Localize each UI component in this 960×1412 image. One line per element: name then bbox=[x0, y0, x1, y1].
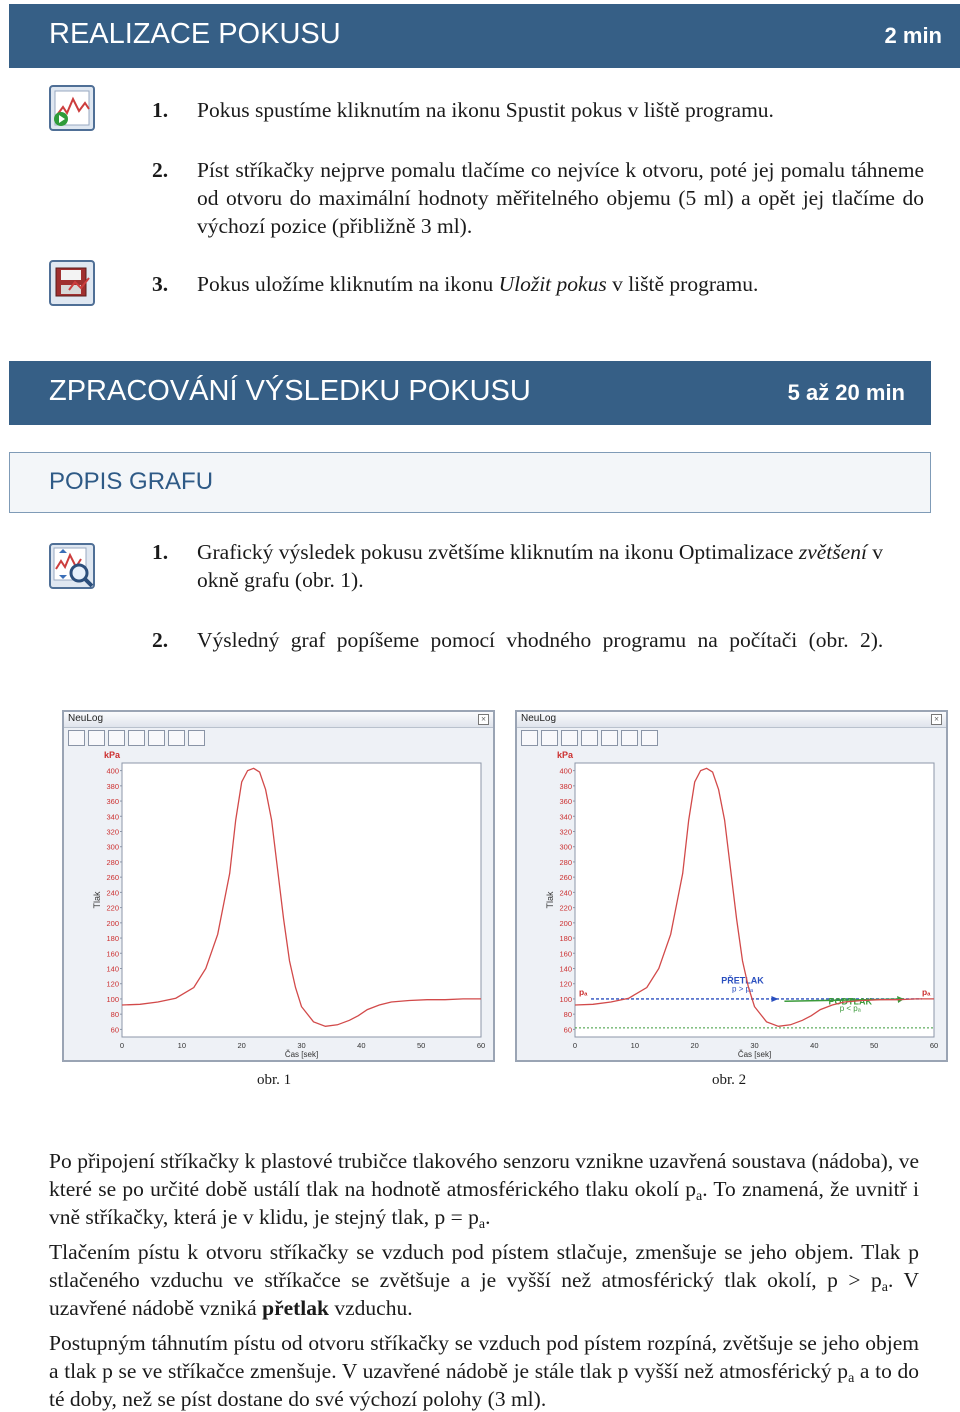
x-tick-label: 0 bbox=[119, 1041, 125, 1050]
section-banner-zpracovani bbox=[9, 361, 931, 425]
paragraph-1: Po připojení stříkačky k plastové trubičce tlakového senzoru vznikne uzavřená soustava (nádoba), ve které se po určité době ustálí tlak na hodnotě atmosférického tlaku okolí $p_a$. To znamená, že uvnitř i vně stříkačky, která je v klidu, je stejný tlak, $p = p_a$. bbox=[49, 1149, 919, 1232]
x-tick-label: 20 bbox=[237, 1041, 246, 1050]
run-experiment-icon bbox=[49, 85, 95, 131]
plot-area bbox=[122, 763, 481, 1037]
x-tick-label: 60 bbox=[476, 1041, 486, 1050]
neulog-window-1 bbox=[62, 710, 495, 1062]
y-tick-label: 380 bbox=[559, 781, 572, 791]
y-tick-label: 220 bbox=[106, 903, 119, 913]
y-tick-label: 380 bbox=[106, 781, 119, 791]
close-icon[interactable]: × bbox=[478, 714, 489, 725]
zoom-optimize-tool-icon[interactable] bbox=[561, 730, 578, 746]
y-tick-label: 140 bbox=[559, 964, 572, 974]
y-tick-label: 200 bbox=[559, 918, 572, 928]
y-tick-label: 280 bbox=[106, 857, 119, 867]
x-tick-label: 50 bbox=[416, 1041, 426, 1050]
y-tick-label: 340 bbox=[559, 812, 572, 822]
ab-icon[interactable] bbox=[168, 730, 185, 746]
y-tick-label: 80 bbox=[110, 1010, 119, 1020]
save-experiment-icon bbox=[49, 260, 95, 306]
caption-1: obr. 1 bbox=[257, 1072, 292, 1088]
annotation-overpressure-sub: p > pₐ bbox=[732, 984, 754, 994]
subsection-bar bbox=[9, 452, 931, 513]
caption-2: obr. 2 bbox=[712, 1072, 747, 1088]
reference-label-right: pₐ bbox=[922, 986, 931, 997]
y-tick-label: 160 bbox=[559, 949, 572, 959]
window-title: NeuLog bbox=[521, 713, 557, 724]
y-axis-label: Tlak bbox=[92, 891, 102, 909]
y-tick-label: 140 bbox=[106, 964, 119, 974]
window-titlebar bbox=[517, 712, 946, 728]
neulog-window-2 bbox=[515, 710, 948, 1062]
reference-label-left: pₐ bbox=[579, 986, 588, 997]
curve-icon[interactable] bbox=[188, 730, 205, 746]
section-time: 5 až 20 min bbox=[787, 380, 905, 405]
y-tick-label: 160 bbox=[106, 949, 119, 959]
y-tick-label: 180 bbox=[106, 934, 119, 944]
zoom-icon[interactable] bbox=[521, 730, 538, 746]
y-tick-label: 360 bbox=[106, 797, 119, 807]
step-1-3: 3. Pokus uložíme kliknutím na ikonu Uložit pokus v liště programu. bbox=[152, 272, 759, 296]
y-tick-label: 300 bbox=[559, 842, 572, 852]
y-unit-label: kPa bbox=[556, 750, 573, 760]
zoom-icon[interactable] bbox=[68, 730, 85, 746]
section-banner-realizace bbox=[9, 4, 960, 68]
step-1-2: 2. Píst stříkačky nejprve pomalu tlačíme co nejvíce k otvoru, poté jej pomalu táhneme od otvoru do maximální hodnoty měřitelného objemu (5 ml) a opět jej tlačíme do výchozí pozice (přibližně 3 ml). bbox=[152, 158, 924, 238]
y-tick-label: 180 bbox=[559, 934, 572, 944]
x-axis-label: Čas [sek] bbox=[284, 1050, 319, 1059]
y-tick-label: 260 bbox=[106, 873, 119, 883]
window-titlebar bbox=[64, 712, 493, 728]
x-tick-label: 20 bbox=[690, 1041, 699, 1050]
ab-icon[interactable] bbox=[621, 730, 638, 746]
x-tick-label: 60 bbox=[929, 1041, 939, 1050]
y-unit-label: kPa bbox=[103, 750, 120, 760]
pressure-chart-1 bbox=[90, 749, 489, 1059]
close-icon[interactable]: × bbox=[931, 714, 942, 725]
y-tick-label: 100 bbox=[106, 994, 119, 1004]
search-icon[interactable] bbox=[88, 730, 105, 746]
pressure-chart-2 bbox=[543, 749, 942, 1059]
y-tick-label: 320 bbox=[106, 827, 119, 837]
step-1-1: 1. Pokus spustíme kliknutím na ikonu Spustit pokus v liště programu. bbox=[152, 98, 774, 122]
annotation-overpressure: PŘETLAK bbox=[721, 975, 764, 986]
step-2-2: 2. Výsledný graf popíšeme pomocí vhodného programu na počítači (obr. 2). bbox=[152, 628, 884, 652]
chart-settings-icon[interactable] bbox=[128, 730, 145, 746]
zoom-optimize-icon bbox=[49, 543, 95, 589]
section-time: 2 min bbox=[884, 23, 942, 48]
x-tick-label: 40 bbox=[810, 1041, 819, 1050]
y-tick-label: 240 bbox=[559, 888, 572, 898]
paragraph-2: Tlačením pístu k otvoru stříkačky se vzduch pod pístem stlačuje, zmenšuje se jeho objem. Tlak p stlačeného vzduchu ve stříkačce se zvětšuje a je vyšší než atmosférický tlak okolí, $p > p_a$. V uzavřené nádobě vzniká přetlak vzduchu. bbox=[49, 1240, 919, 1320]
y-tick-label: 320 bbox=[559, 827, 572, 837]
curve-icon[interactable] bbox=[641, 730, 658, 746]
x-tick-label: 50 bbox=[869, 1041, 879, 1050]
y-tick-label: 360 bbox=[559, 797, 572, 807]
y-tick-label: 300 bbox=[106, 842, 119, 852]
zoom-optimize-tool-icon[interactable] bbox=[108, 730, 125, 746]
y-tick-label: 400 bbox=[559, 766, 572, 776]
chart-settings-icon[interactable] bbox=[581, 730, 598, 746]
paragraph-3: Postupným táhnutím pístu od otvoru stříkačky se vzduch pod pístem rozpíná, zvětšuje se jeho objem a tlak p se ve stříkačce zmenšuje. V uzavřené nádobě je stále tlak p vyšší než atmosférický $p_a$ a to do té doby, než se píst dostane do své výchozí polohy (3 ml). bbox=[49, 1331, 919, 1411]
x-tick-label: 10 bbox=[177, 1041, 187, 1050]
y-tick-label: 100 bbox=[559, 994, 572, 1004]
y-tick-label: 220 bbox=[559, 903, 572, 913]
y-axis-label: Tlak bbox=[545, 891, 555, 909]
y-tick-label: 260 bbox=[559, 873, 572, 883]
y-tick-label: 280 bbox=[559, 857, 572, 867]
eye-icon[interactable] bbox=[148, 730, 165, 746]
y-tick-label: 120 bbox=[106, 979, 119, 989]
y-tick-label: 240 bbox=[106, 888, 119, 898]
x-axis-label: Čas [sek] bbox=[737, 1050, 772, 1059]
y-tick-label: 400 bbox=[106, 766, 119, 776]
plot-area bbox=[575, 763, 934, 1037]
annotation-underpressure: PODTLAK bbox=[828, 996, 872, 1007]
x-tick-label: 40 bbox=[357, 1041, 366, 1050]
y-tick-label: 60 bbox=[563, 1025, 572, 1035]
x-tick-label: 30 bbox=[750, 1041, 759, 1050]
y-tick-label: 60 bbox=[110, 1025, 119, 1035]
x-tick-label: 30 bbox=[297, 1041, 306, 1050]
y-tick-label: 80 bbox=[563, 1010, 572, 1020]
y-tick-label: 120 bbox=[559, 979, 572, 989]
annotation-underpressure-sub: p < pₐ bbox=[839, 1004, 861, 1014]
x-tick-label: 10 bbox=[630, 1041, 640, 1050]
search-icon[interactable] bbox=[541, 730, 558, 746]
subsection-title: POPIS GRAFU bbox=[49, 468, 214, 495]
step-2-1: 1. Grafický výsledek pokusu zvětšíme kliknutím na ikonu Optimalizace zvětšení v okně grafu (obr. 1). bbox=[152, 540, 884, 592]
section-title: REALIZACE POKUSU bbox=[49, 18, 341, 50]
y-tick-label: 340 bbox=[106, 812, 119, 822]
eye-icon[interactable] bbox=[601, 730, 618, 746]
y-tick-label: 200 bbox=[106, 918, 119, 928]
x-tick-label: 0 bbox=[572, 1041, 578, 1050]
section-title: ZPRACOVÁNÍ VÝSLEDKU POKUSU bbox=[49, 375, 531, 407]
window-title: NeuLog bbox=[68, 713, 104, 724]
